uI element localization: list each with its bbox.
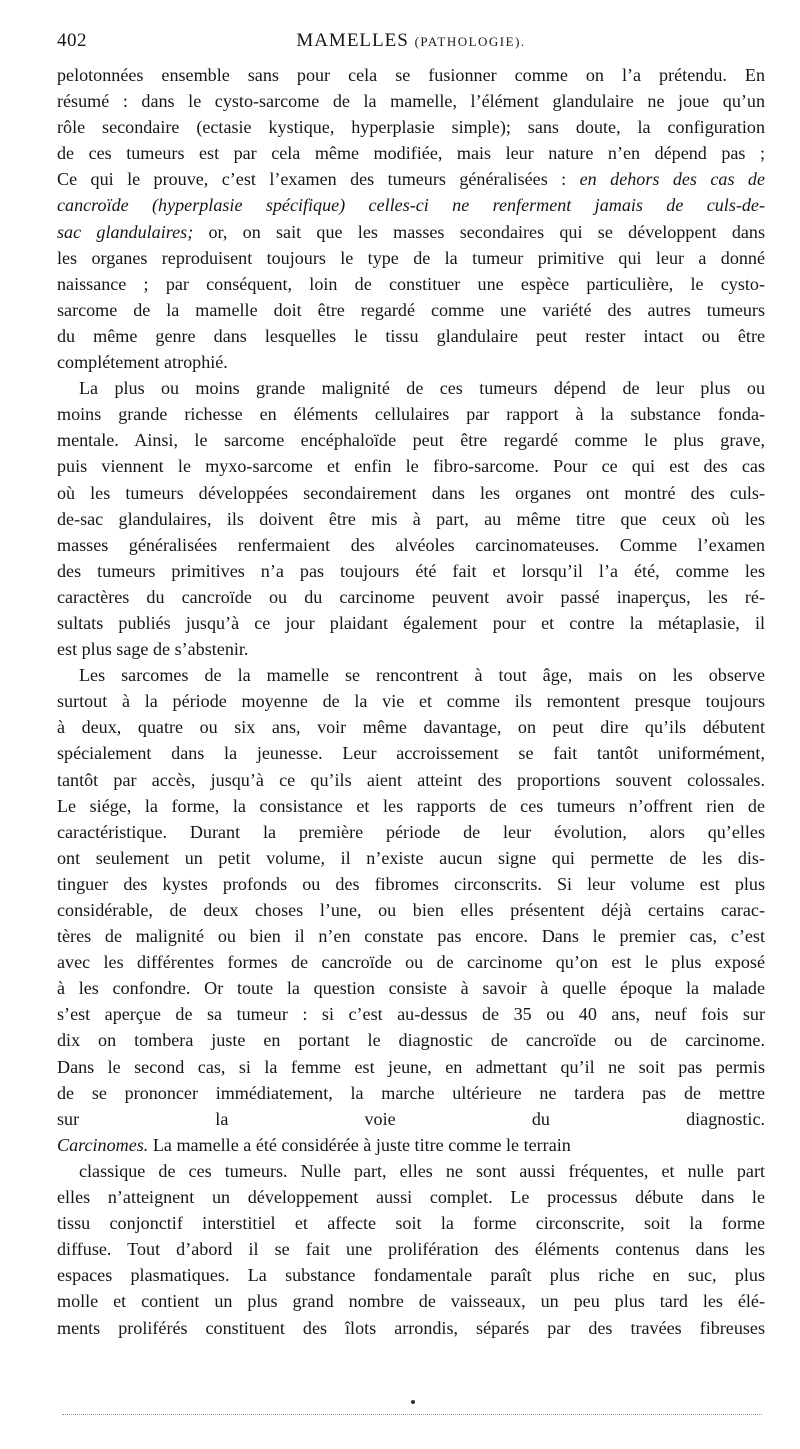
text-line: tissu conjonctif interstitiel et affecte soit la forme circonscrite, soit la forme — [57, 1213, 765, 1234]
italic-text: cancroïde (hyperplasie spécifique) celles-ci ne renferment jamais de culs-de- — [57, 195, 765, 216]
text-line — [57, 219, 765, 245]
text-line: classique de ces tumeurs. Nulle part, elles ne sont aussi fréquentes, et nulle part — [79, 1160, 765, 1181]
page-number: 402 — [57, 30, 87, 51]
text-line: caractères du cancroïde ou du carcinome peuvent avoir passé inaperçus, les ré- — [57, 586, 765, 607]
text-line: Les sarcomes de la mamelle se rencontrent à tout âge, mais on les observe — [79, 665, 765, 686]
text-line: dix on tombera juste en portant le diagnostic de cancroïde ou de carcinome. — [57, 1030, 765, 1051]
text-line: elles n’atteignent un développement aussi complet. Le processus débute dans le — [57, 1187, 765, 1208]
text-line: tères de malignité ou bien il n’en constate pas encore. Dans le premier cas, c’est — [57, 926, 765, 947]
running-title — [57, 30, 765, 52]
text-line: les organes reproduisent toujours le type de la tumeur primitive qui leur a donné — [57, 247, 765, 268]
text-line: La plus ou moins grande malignité de ces tumeurs dépend de leur plus ou — [79, 378, 765, 399]
text-line: sarcome de la mamelle doit être regardé comme une variété des autres tumeurs — [57, 299, 765, 320]
running-title-main: MAMELLES — [296, 30, 409, 51]
text-line: du même genre dans lesquelles le tissu glandulaire peut rester intact ou être — [57, 325, 765, 346]
text-line: sultats publiés jusqu’à ce jour plaidant également pour et contre la métaplasie, il — [57, 612, 765, 633]
text-line: de-sac glandulaires, ils doivent être mis à part, au même titre que ceux où les — [57, 508, 765, 529]
text-line: rôle secondaire (ectasie kystique, hyperplasie simple); sans doute, la configuration — [57, 117, 765, 138]
text-line: diffuse. Tout d’abord il se fait une prolifération des éléments contenus dans les — [57, 1239, 765, 1260]
footer-rule — [62, 1414, 762, 1415]
text-line: pelotonnées ensemble sans pour cela se fusionner comme on l’a prétendu. En — [57, 65, 765, 85]
text-line: tinguer des kystes profonds ou des fibromes circonscrits. Si leur volume est plus — [57, 873, 765, 894]
text-line: ments proliférés constituent des îlots arrondis, séparés par des travées fibreuses — [57, 1317, 765, 1338]
italic-text: Carcinomes. — [57, 1134, 149, 1155]
text-line: mentale. Ainsi, le sarcome encéphaloïde peut être regardé comme le plus grave, — [57, 430, 765, 451]
text-line: tantôt par accès, jusqu’à ce qu’ils aient atteint des proportions souvent colossales. — [57, 769, 765, 790]
text-line: masses généralisées renfermaient des alvéoles carcinomateuses. Comme l’examen — [57, 534, 765, 555]
text-line: considérable, de deux choses l’une, ou bien elles présentent déjà certains carac- — [57, 900, 765, 920]
text-line: s’est aperçue de sa tumeur : si c’est au-dessus de 35 ou 40 ans, neuf fois sur — [57, 1004, 765, 1025]
body-text — [57, 62, 765, 1341]
text-run: Ce qui le prouve, c’est l’examen des tumeurs généralisées : — [57, 169, 580, 190]
text-line: caractéristique. Durant la première période de leur évolution, alors qu’elles — [57, 821, 765, 842]
text-line — [57, 192, 765, 218]
text-line: molle et contient un plus grand nombre de vaisseaux, un peu plus tard les élé- — [57, 1291, 765, 1312]
text-line: où les tumeurs développées secondairement dans les organes ont montré des culs- — [57, 482, 765, 503]
text-run: or, on sait que les masses secondaires qui se développent dans — [193, 221, 765, 242]
text-line: à deux, quatre ou six ans, voir même davantage, on peut dire qu’ils débutent — [57, 717, 765, 738]
text-run: La mamelle a été considérée à juste titre comme le terrain — [148, 1134, 571, 1155]
text-line: Le siége, la forme, la consistance et les rapports de ces tumeurs n’offrent rien de — [57, 795, 765, 816]
text-line: naissance ; par conséquent, loin de constituer une espèce particulière, le cysto- — [57, 273, 765, 294]
text-line: sur la voie du diagnostic. — [57, 1108, 765, 1129]
page — [57, 24, 765, 1341]
italic-text: sac glandulaires; — [57, 221, 194, 242]
text-line: de ces tumeurs est par cela même modifiée, mais leur nature n’en dépend pas ; — [57, 143, 765, 164]
running-title-subtitle: (PATHOLOGIE). — [414, 34, 526, 49]
footer-dot — [411, 1400, 415, 1404]
text-line: à les confondre. Or toute la question consiste à savoir à quelle époque la malade — [57, 978, 765, 999]
text-line: avec les différentes formes de cancroïde ou de carcinome qu’on est le plus exposé — [57, 952, 765, 973]
text-line: moins grande richesse en éléments cellulaires par rapport à la substance fonda- — [57, 404, 765, 425]
text-line: résumé : dans le cysto-sarcome de la mamelle, l’élément glandulaire ne joue qu’un — [57, 91, 765, 112]
text-line: de se prononcer immédiatement, la marche ultérieure ne tardera pas de mettre — [57, 1082, 765, 1103]
text-line — [57, 1132, 765, 1158]
text-line: ont seulement un petit volume, il n’existe aucun signe qui permette de les dis- — [57, 847, 765, 868]
text-line: surtout à la période moyenne de la vie et comme ils remontent presque toujours — [57, 691, 765, 712]
italic-text: en dehors des cas de — [579, 169, 765, 190]
text-line: Dans le second cas, si la femme est jeune, en admettant qu’il ne soit pas permis — [57, 1056, 765, 1077]
text-line: complétement atrophié. — [57, 352, 228, 373]
running-head — [57, 24, 765, 58]
text-line — [57, 166, 765, 192]
text-line: espaces plasmatiques. La substance fondamentale paraît plus riche en suc, plus — [57, 1265, 765, 1286]
text-line: des tumeurs primitives n’a pas toujours été fait et lorsqu’il l’a été, comme les — [57, 560, 765, 581]
text-line: puis viennent le myxo-sarcome et enfin le fibro-sarcome. Pour ce qui est des cas — [57, 456, 765, 477]
text-line: est plus sage de s’abstenir. — [57, 639, 249, 660]
text-line: spécialement dans la jeunesse. Leur accroissement se fait tantôt uniformément, — [57, 743, 765, 764]
